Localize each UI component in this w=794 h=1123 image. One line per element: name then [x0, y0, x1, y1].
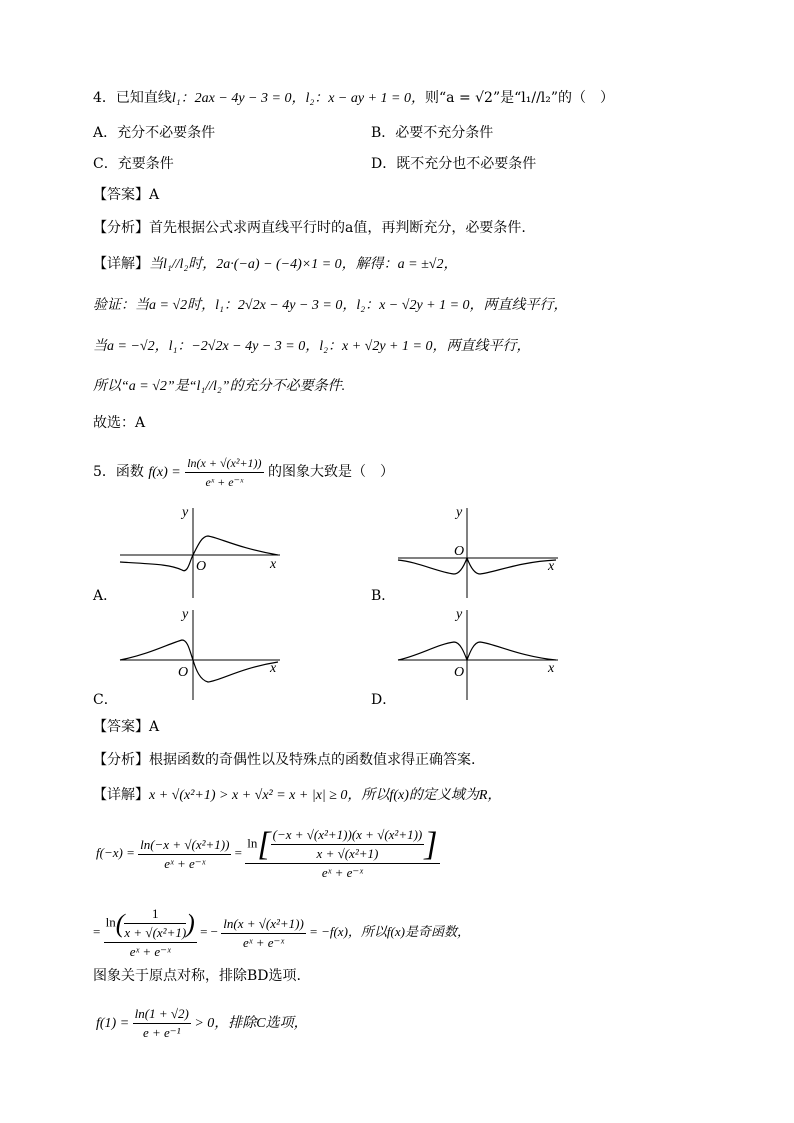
eq-recip-num: 1: [124, 905, 186, 924]
f1-tail: > 0，排除C选项，: [194, 1016, 308, 1031]
graph-b: [388, 500, 568, 600]
eq-lhs: f(−x) =: [96, 845, 135, 860]
q5-fraction: [185, 454, 263, 491]
q5-prefix: 5．函数: [93, 464, 144, 480]
q5-fx: f(x) =: [148, 465, 181, 480]
q4-option-a: A．充分不必要条件: [93, 125, 216, 141]
q5-denominator: eˣ + e⁻ˣ: [205, 474, 244, 489]
eq-frac-1-num: ln(−x + √(x²+1)): [138, 836, 231, 855]
answer-value: A: [149, 719, 160, 735]
eq-frac-4: [221, 915, 306, 952]
x-label: x: [270, 557, 277, 572]
f1-lhs: f(1) =: [96, 1016, 130, 1031]
q4-choose: 故选：A: [93, 415, 146, 431]
analysis-tag: 【分析】: [93, 752, 149, 768]
detail-tag: 【详解】: [93, 256, 149, 272]
q4-condition: 则“a = √2”是“l₁//l₂”的（ ）: [424, 90, 615, 106]
origin-label: O: [196, 559, 207, 574]
y-label: y: [182, 607, 189, 622]
eq-frac-3-den: eˣ + e⁻ˣ: [129, 944, 171, 960]
y-label: y: [182, 505, 189, 520]
f1-den: e + e⁻¹: [142, 1025, 181, 1041]
curve: [398, 558, 556, 574]
eq-recip-den: x + √(x²+1): [124, 925, 187, 941]
f1-num: ln(1 + √2): [133, 1005, 191, 1024]
q4-stem: [93, 88, 614, 109]
eq-frac-3-num: ln( $\frac{1}{\text{x + √(x²+1)}}$ ): [104, 905, 197, 943]
q5-symmetric: 图象关于原点对称，排除BD选项.: [93, 968, 301, 984]
q5-numerator: ln(x + √(x²+1)): [185, 454, 263, 473]
graph-d: [388, 602, 568, 702]
eq-frac-4-num: ln(x + √(x²+1)): [221, 915, 306, 934]
q4-option-d: D．既不充分也不必要条件: [371, 156, 537, 172]
eq-frac-1-den: eˣ + e⁻ˣ: [164, 855, 206, 871]
analysis-text: 首先根据公式求两直线平行时的a值，再判断充分，必要条件.: [149, 220, 526, 236]
graph-d-label: D．: [371, 692, 397, 708]
q4-analysis: [93, 218, 526, 238]
q5-eq-fminusx: f(−x) = $\frac{\text{ln(−x + √(x²+1))}}{\text{eˣ + e⁻ˣ}}$ = ln[ $\frac{\text{(−x + √(x²+1))(x + √(x²+1))}}{\text{x + √(x²+1)}}$ ] eˣ + e⁻ˣ: [96, 825, 438, 881]
eq-inner-frac: [271, 826, 425, 863]
q5-suffix: 的图象大致是（ ）: [268, 464, 395, 480]
q5-detail-1: [93, 785, 501, 806]
answer-value: A: [149, 187, 160, 203]
q4-detail-1: [93, 254, 458, 275]
curve: [120, 640, 278, 682]
q5-stem: [93, 452, 394, 493]
q4-detail-4: 所以“a = √2”是“l₁//l₂”的充分不必要条件.: [93, 379, 346, 394]
eq-frac-1: [138, 836, 231, 873]
q4-option-c: C．充要条件: [93, 156, 174, 172]
graph-c-label: C．: [93, 692, 118, 708]
eq-frac-4-den: eˣ + e⁻ˣ: [243, 934, 285, 950]
answer-tag: 【答案】: [93, 719, 149, 735]
q4-l1-equation: l₁：2ax − 4y − 3 = 0，: [171, 91, 306, 106]
eq-recip-frac: [124, 905, 186, 942]
q4-answer: [93, 185, 159, 205]
x-label: x: [548, 559, 555, 574]
q4-option-b: B．必要不充分条件: [371, 125, 494, 141]
graph-c: [110, 602, 290, 702]
detail-text: 当l₁//l₂时，2a·(−a) − (−4)×1 = 0，解得：a = ±√2，: [149, 257, 458, 272]
q4-detail-3: 当a = −√2，l₁：−2√2x − 4y − 3 = 0，l₂：x + √2y + 1 = 0，两直线平行，: [93, 339, 531, 354]
detail-tag: 【详解】: [93, 787, 149, 803]
q4-l2-equation: l₂：x − ay + 1 = 0，: [305, 91, 425, 106]
x-label: x: [270, 661, 277, 676]
q5-analysis: [93, 750, 475, 770]
q5-eq-simplify: = ln( $\frac{1}{\text{x + √(x²+1)}}$ ) eˣ + e⁻ˣ = − $\frac{\text{ln(x + √(x²+1))}}{\text{eˣ + e⁻ˣ}}$ = −f(x)，所以f(x)是奇函数，: [93, 906, 470, 960]
eq-tail: = −f(x)，所以f(x)是奇函数，: [309, 924, 470, 939]
analysis-text: 根据函数的奇偶性以及特殊点的函数值求得正确答案.: [149, 752, 476, 768]
eq-inner-num: (−x + √(x²+1))(x + √(x²+1)): [271, 826, 425, 845]
eq-inner-den: x + √(x²+1): [316, 846, 379, 862]
eq-frac-2: [245, 826, 439, 882]
curve: [398, 642, 556, 660]
origin-label: O: [454, 665, 465, 680]
detail-text: x + √(x²+1) > x + √x² = x + |x| ≥ 0，所以f(x)的定义域为R，: [149, 788, 502, 803]
y-label: y: [456, 607, 463, 622]
graph-b-label: B．: [371, 588, 396, 604]
y-label: y: [456, 505, 463, 520]
x-label: x: [548, 661, 555, 676]
origin-label: O: [178, 665, 189, 680]
answer-tag: 【答案】: [93, 187, 149, 203]
analysis-tag: 【分析】: [93, 220, 149, 236]
q5-answer: [93, 717, 159, 737]
q4-detail-2: 验证：当a = √2时，l₁：2√2x − 4y − 3 = 0，l₂：x − √2y + 1 = 0，两直线平行，: [93, 298, 568, 313]
graph-a: [110, 500, 290, 600]
f1-frac: [133, 1005, 191, 1042]
q4-prefix: 4．已知直线: [93, 90, 172, 106]
eq-frac-2-num: ln[ $\frac{\text{(−x + √(x²+1))(x + √(x²+1))}}{\text{x + √(x²+1)}}$ ]: [247, 825, 438, 863]
eq-frac-3: [104, 905, 197, 961]
eq-frac-2-den: eˣ + e⁻ˣ: [321, 865, 363, 881]
q5-f1: [96, 1002, 308, 1046]
origin-label: O: [454, 544, 465, 559]
graph-a-label: A．: [93, 588, 118, 604]
